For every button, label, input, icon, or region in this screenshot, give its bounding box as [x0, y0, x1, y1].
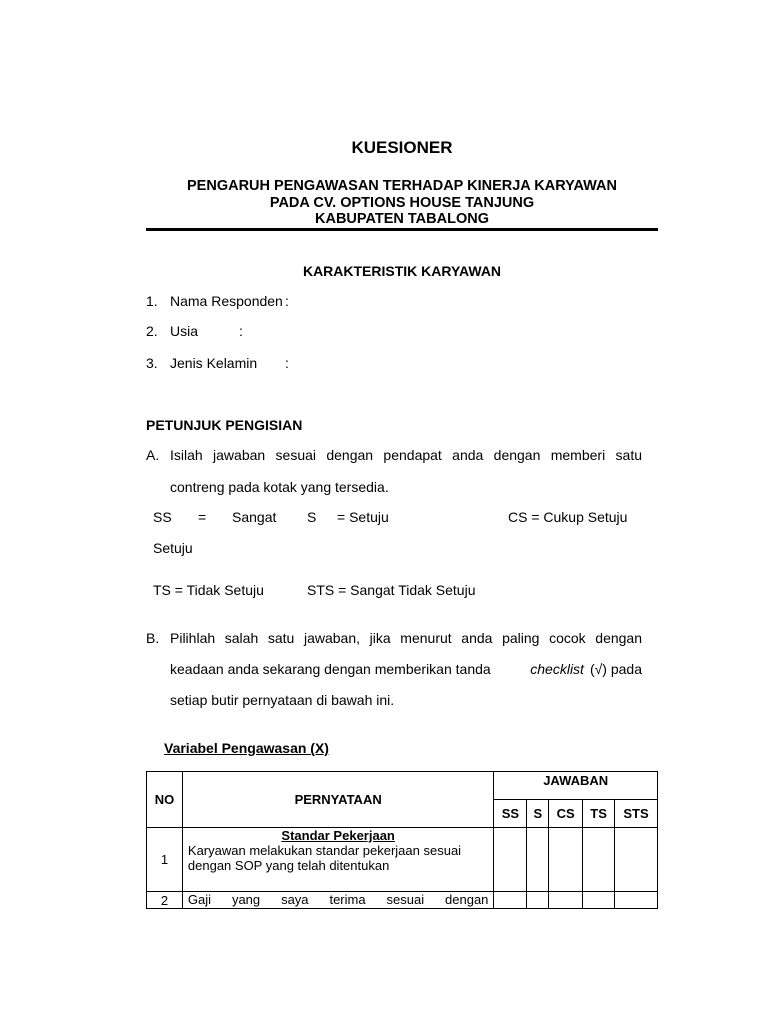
instruction-b-line-2-text: keadaan anda sekarang dengan memberikan tanda [170, 661, 491, 677]
field-number-3: 3. [146, 355, 158, 371]
field-label-gender: Jenis Kelamin [170, 355, 258, 371]
section-title: KARAKTERISTIK KARYAWAN [302, 263, 502, 279]
answer-cell-sts[interactable] [615, 892, 658, 909]
document-title: KUESIONER [351, 138, 453, 157]
variable-title: Variabel Pengawasan (X) [164, 740, 329, 756]
answer-cell-ss[interactable] [494, 892, 527, 909]
checkmark-symbol: (√) pada [589, 661, 642, 677]
instruction-a-line-2: contreng pada kotak yang tersedia. [170, 479, 389, 495]
answer-cell-ss[interactable] [494, 828, 527, 892]
answer-cell-ts[interactable] [583, 892, 615, 909]
row-text-line-1: Gaji yang saya terima sesuai dengan [187, 892, 489, 907]
row-text-line-1: Karyawan melakukan standar pekerjaan sesuai [187, 843, 462, 858]
instruction-b-line-2-tail [530, 661, 642, 677]
answer-cell-cs[interactable] [549, 892, 583, 909]
option-sts: STS [615, 800, 658, 828]
row-statement [182, 892, 494, 909]
questionnaire-table [146, 771, 658, 909]
header-no: NO [147, 772, 183, 828]
field-colon-gender: : [285, 355, 289, 371]
instruction-b-letter: B. [146, 630, 160, 646]
field-number-2: 2. [146, 323, 158, 339]
legend-ss-sangat: Sangat [232, 509, 277, 525]
option-ts: TS [583, 800, 615, 828]
option-s: S [527, 800, 549, 828]
legend-sts: STS = Sangat Tidak Setuju [307, 582, 476, 598]
table-row [147, 828, 658, 892]
table-row [147, 892, 658, 909]
option-cs: CS [549, 800, 583, 828]
instruction-a-letter: A. [146, 447, 160, 463]
field-colon-name: : [285, 293, 289, 309]
field-label-age: Usia [170, 323, 199, 339]
legend-s-definition: = Setuju [337, 509, 389, 525]
row-text-line-2: dengan SOP yang telah ditentukan [187, 858, 390, 873]
instruction-b-line-3: setiap butir pernyataan di bawah ini. [170, 692, 395, 708]
legend-ts: TS = Tidak Setuju [153, 582, 264, 598]
header-divider [146, 228, 658, 231]
checklist-term: checklist [530, 661, 584, 677]
legend-s: S [307, 509, 317, 525]
legend-ss-setuju: Setuju [153, 540, 193, 556]
legend-cs: CS = Cukup Setuju [508, 509, 628, 525]
header-statement: PERNYATAAN [182, 772, 494, 828]
instruction-a-line-1: Isilah jawaban sesuai dengan pendapat anda dengan memberi satu [170, 447, 642, 463]
header-answer: JAWABAN [494, 772, 658, 800]
instruction-b-line-2 [170, 661, 642, 677]
row-number: 1 [147, 828, 183, 892]
answer-cell-s[interactable] [527, 892, 549, 909]
field-colon-age: : [239, 323, 243, 339]
legend-ss-equals: = [198, 509, 207, 525]
instructions-heading: PETUNJUK PENGISIAN [146, 417, 303, 433]
legend-ss: SS [153, 509, 172, 525]
row-statement [182, 828, 494, 892]
answer-cell-ts[interactable] [583, 828, 615, 892]
subtitle-line-2: PADA CV. OPTIONS HOUSE TANJUNG [269, 195, 535, 211]
row-number: 2 [147, 892, 183, 909]
instruction-b-line-1: Pilihlah salah satu jawaban, jika menurut anda paling cocok dengan [170, 630, 642, 646]
answer-cell-sts[interactable] [615, 828, 658, 892]
table-header-row [147, 772, 658, 800]
subtitle-line-3: KABUPATEN TABALONG [315, 211, 489, 227]
field-label-name: Nama Responden [170, 293, 283, 309]
answer-cell-s[interactable] [527, 828, 549, 892]
field-number-1: 1. [146, 293, 158, 309]
answer-cell-cs[interactable] [549, 828, 583, 892]
subtitle-line-1: PENGARUH PENGAWASAN TERHADAP KINERJA KARYAWAN [187, 178, 617, 194]
option-ss: SS [494, 800, 527, 828]
row-category: Standar Pekerjaan [281, 828, 395, 843]
